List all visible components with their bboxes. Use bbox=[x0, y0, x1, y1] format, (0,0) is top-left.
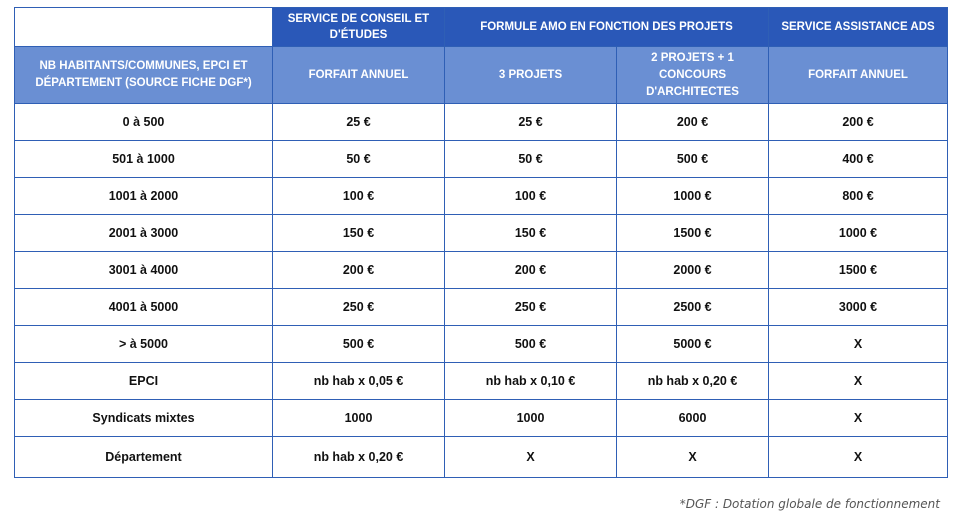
cell-ads: 400 € bbox=[769, 141, 948, 178]
cell-conseil: 100 € bbox=[273, 178, 445, 215]
cell-ads: X bbox=[769, 326, 948, 363]
table-row bbox=[15, 215, 948, 252]
cell-ads: 1500 € bbox=[769, 252, 948, 289]
header-habitants: NB HABITANTS/COMMUNES, EPCI ET DÉPARTEMENT (SOURCE FICHE DGF*) bbox=[15, 47, 273, 104]
cell-conseil: 150 € bbox=[273, 215, 445, 252]
cell-conseil: 250 € bbox=[273, 289, 445, 326]
cell-2-projets: nb hab x 0,20 € bbox=[617, 363, 769, 400]
header-empty-cell bbox=[15, 8, 273, 47]
cell-ads: 800 € bbox=[769, 178, 948, 215]
cell-ads: 1000 € bbox=[769, 215, 948, 252]
cell-2-projets: 1500 € bbox=[617, 215, 769, 252]
cell-conseil: 200 € bbox=[273, 252, 445, 289]
cell-3-projets: 200 € bbox=[445, 252, 617, 289]
cell-2-projets: 2000 € bbox=[617, 252, 769, 289]
cell-2-projets: 6000 bbox=[617, 400, 769, 437]
cell-ads: 3000 € bbox=[769, 289, 948, 326]
table-row bbox=[15, 104, 948, 141]
header-row-formules bbox=[15, 47, 948, 104]
cell-3-projets: 500 € bbox=[445, 326, 617, 363]
row-label: > à 5000 bbox=[15, 326, 273, 363]
cell-2-projets: 200 € bbox=[617, 104, 769, 141]
header-2-projets-concours: 2 PROJETS + 1 CONCOURS D'ARCHITECTES bbox=[617, 47, 769, 104]
tarif-table bbox=[14, 7, 948, 478]
table-row bbox=[15, 289, 948, 326]
cell-conseil: 1000 bbox=[273, 400, 445, 437]
cell-3-projets: 250 € bbox=[445, 289, 617, 326]
cell-3-projets: 150 € bbox=[445, 215, 617, 252]
header-ads: SERVICE ASSISTANCE ADS bbox=[769, 8, 948, 47]
cell-2-projets: X bbox=[617, 437, 769, 478]
cell-conseil: 500 € bbox=[273, 326, 445, 363]
table-row bbox=[15, 437, 948, 478]
header-conseil: SERVICE DE CONSEIL ET D'ÉTUDES bbox=[273, 8, 445, 47]
cell-conseil: nb hab x 0,20 € bbox=[273, 437, 445, 478]
cell-ads: X bbox=[769, 400, 948, 437]
cell-conseil: nb hab x 0,05 € bbox=[273, 363, 445, 400]
cell-2-projets: 2500 € bbox=[617, 289, 769, 326]
row-label: 501 à 1000 bbox=[15, 141, 273, 178]
header-forfait-ads: FORFAIT ANNUEL bbox=[769, 47, 948, 104]
table-row bbox=[15, 363, 948, 400]
cell-conseil: 25 € bbox=[273, 104, 445, 141]
table-row bbox=[15, 141, 948, 178]
cell-ads: 200 € bbox=[769, 104, 948, 141]
header-amo: FORMULE AMO EN FONCTION DES PROJETS bbox=[445, 8, 769, 47]
cell-2-projets: 500 € bbox=[617, 141, 769, 178]
row-label: Département bbox=[15, 437, 273, 478]
cell-3-projets: 50 € bbox=[445, 141, 617, 178]
footnote: *DGF : Dotation globale de fonctionnement bbox=[679, 497, 940, 511]
cell-conseil: 50 € bbox=[273, 141, 445, 178]
cell-ads: X bbox=[769, 363, 948, 400]
row-label: EPCI bbox=[15, 363, 273, 400]
row-label: 1001 à 2000 bbox=[15, 178, 273, 215]
cell-3-projets: 25 € bbox=[445, 104, 617, 141]
table-row bbox=[15, 400, 948, 437]
row-label: 4001 à 5000 bbox=[15, 289, 273, 326]
cell-3-projets: nb hab x 0,10 € bbox=[445, 363, 617, 400]
row-label: 3001 à 4000 bbox=[15, 252, 273, 289]
cell-3-projets: 100 € bbox=[445, 178, 617, 215]
cell-3-projets: X bbox=[445, 437, 617, 478]
cell-2-projets: 1000 € bbox=[617, 178, 769, 215]
cell-ads: X bbox=[769, 437, 948, 478]
header-row-services bbox=[15, 8, 948, 47]
row-label: 2001 à 3000 bbox=[15, 215, 273, 252]
header-3-projets: 3 PROJETS bbox=[445, 47, 617, 104]
cell-3-projets: 1000 bbox=[445, 400, 617, 437]
row-label: 0 à 500 bbox=[15, 104, 273, 141]
table-row bbox=[15, 178, 948, 215]
table-row bbox=[15, 326, 948, 363]
row-label: Syndicats mixtes bbox=[15, 400, 273, 437]
header-forfait-conseil: FORFAIT ANNUEL bbox=[273, 47, 445, 104]
table-row bbox=[15, 252, 948, 289]
cell-2-projets: 5000 € bbox=[617, 326, 769, 363]
